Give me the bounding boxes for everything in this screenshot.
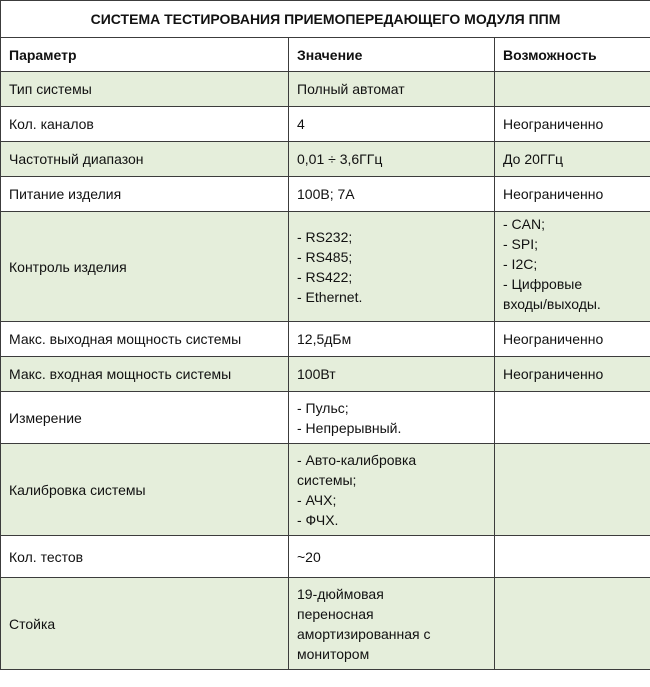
cell-param: Кол. каналов	[1, 107, 289, 142]
value-line: - Ethernet.	[297, 288, 363, 305]
value-line: 100В; 7А	[297, 186, 355, 202]
cell-capability	[495, 72, 650, 107]
cell-capability	[495, 578, 650, 670]
header-capability: Возможность	[495, 38, 650, 72]
value-line: - ФЧХ.	[297, 511, 339, 528]
capability-line: Неограниченно	[503, 331, 604, 347]
cell-param: Питание изделия	[1, 177, 289, 212]
value-line: - RS232;	[297, 228, 353, 245]
cell-capability	[495, 142, 650, 177]
capability-line: - Цифровые	[503, 276, 583, 292]
value-line: Полный автомат	[297, 81, 405, 97]
capability-line: Неограниченно	[503, 366, 604, 382]
table-title: СИСТЕМА ТЕСТИРОВАНИЯ ПРИЕМОПЕРЕДАЮЩЕГО МОДУЛЯ ППМ	[1, 1, 650, 38]
value-line: системы;	[297, 471, 357, 488]
value-line: 100Вт	[297, 366, 336, 382]
table-row	[1, 142, 650, 177]
cell-value	[289, 322, 495, 357]
value-line: 12,5дБм	[297, 331, 352, 347]
table-row	[1, 392, 650, 444]
cell-param: Макс. выходная мощность системы	[1, 322, 289, 357]
cell-param: Кол. тестов	[1, 536, 289, 578]
cell-param: Стойка	[1, 578, 289, 670]
cell-value	[289, 444, 495, 536]
value-line: ~20	[297, 548, 321, 565]
cell-value	[289, 177, 495, 212]
cell-param: Контроль изделия	[1, 212, 289, 322]
value-line: - RS485;	[297, 248, 353, 265]
table-row	[1, 357, 650, 392]
table-row	[1, 536, 650, 578]
capability-line: - SPI;	[503, 236, 539, 252]
table-row	[1, 107, 650, 142]
cell-param: Макс. входная мощность системы	[1, 357, 289, 392]
header-value: Значение	[289, 38, 495, 72]
cell-value	[289, 72, 495, 107]
value-line: - Непрерывный.	[297, 419, 402, 436]
cell-capability	[495, 322, 650, 357]
cell-param: Калибровка системы	[1, 444, 289, 536]
value-line: амортизированная с	[297, 625, 431, 642]
value-line: 4	[297, 116, 305, 132]
value-line: 0,01 ÷ 3,6ГГц	[297, 151, 383, 167]
value-line: - RS422;	[297, 268, 353, 285]
cell-value	[289, 357, 495, 392]
table-row	[1, 322, 650, 357]
header-param: Параметр	[1, 38, 289, 72]
cell-capability	[495, 444, 650, 536]
value-line: - Авто-калибровка	[297, 451, 417, 468]
capability-line: входы/выходы.	[503, 296, 601, 312]
cell-param: Тип системы	[1, 72, 289, 107]
cell-capability	[495, 177, 650, 212]
cell-capability	[495, 392, 650, 444]
capability-line: - CAN;	[503, 216, 545, 232]
cell-value	[289, 142, 495, 177]
value-line: монитором	[297, 645, 370, 662]
cell-param: Частотный диапазон	[1, 142, 289, 177]
cell-capability	[495, 107, 650, 142]
capability-line: Неограниченно	[503, 116, 604, 132]
cell-capability	[495, 536, 650, 578]
value-line: - АЧХ;	[297, 491, 337, 508]
value-line: переносная	[297, 605, 374, 622]
cell-value	[289, 536, 495, 578]
cell-param: Измерение	[1, 392, 289, 444]
cell-capability	[495, 212, 650, 322]
value-line: 19-дюймовая	[297, 585, 384, 602]
table-row	[1, 578, 650, 670]
cell-value	[289, 107, 495, 142]
table-row	[1, 72, 650, 107]
cell-value	[289, 212, 495, 322]
capability-line: До 20ГГц	[503, 151, 564, 167]
capability-line: Неограниченно	[503, 186, 604, 202]
cell-capability	[495, 357, 650, 392]
capability-line: - I2C;	[503, 256, 538, 272]
cell-value	[289, 578, 495, 670]
cell-value	[289, 392, 495, 444]
table-row	[1, 177, 650, 212]
table-body	[1, 72, 650, 670]
table-row	[1, 444, 650, 536]
table-row	[1, 212, 650, 322]
value-line: - Пульс;	[297, 399, 349, 416]
